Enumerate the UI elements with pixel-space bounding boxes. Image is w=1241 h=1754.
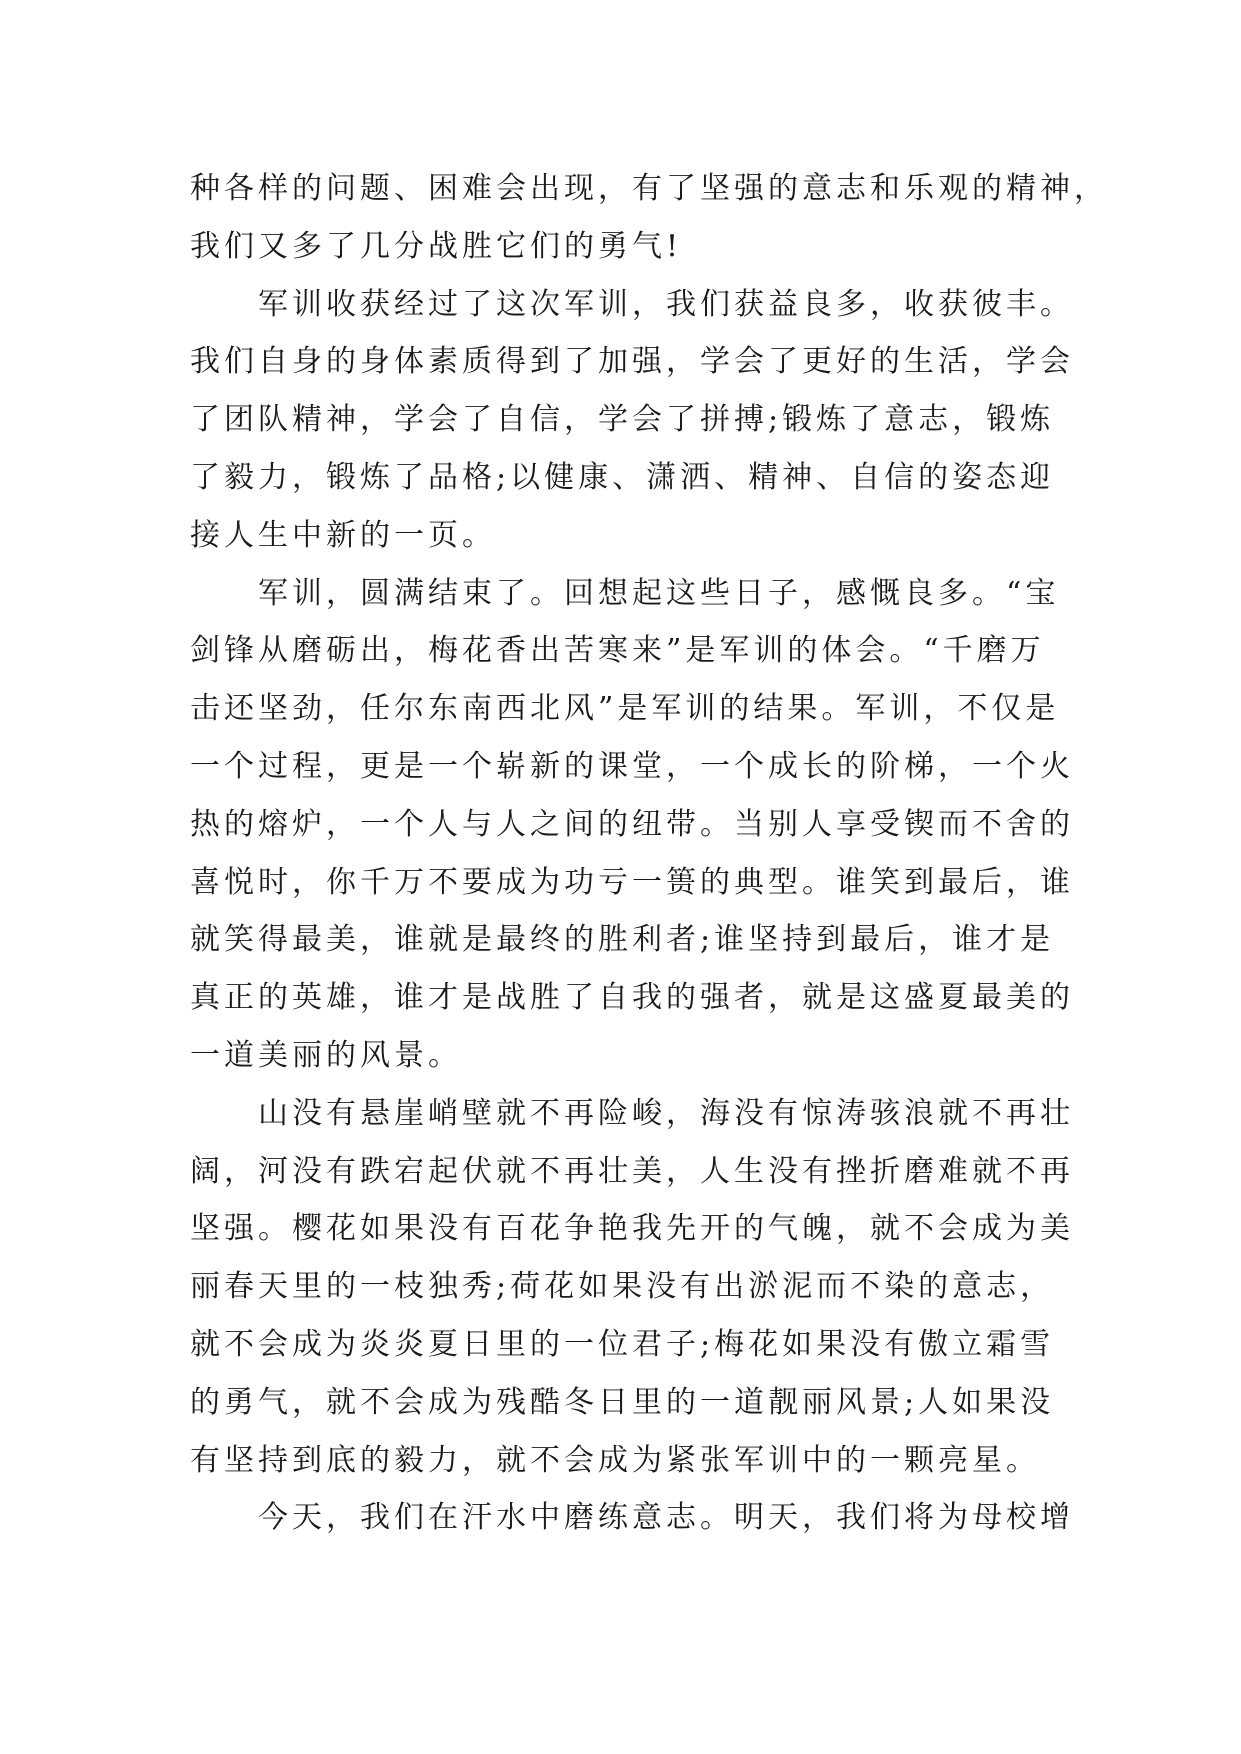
text-line: 一个过程，更是一个崭新的课堂，一个成长的阶梯，一个火 — [190, 748, 1074, 784]
text-line: 了团队精神，学会了自信，学会了拼搏;锻炼了意志，锻炼 — [190, 402, 1055, 438]
text-line: 有坚持到底的毅力，就不会成为紧张军训中的一颗亮星。 — [190, 1442, 1040, 1478]
text-line: 就笑得最美，谁就是最终的胜利者;谁坚持到最后，谁才是 — [190, 922, 1055, 958]
text-line: 的勇气，就不会成为残酷冬日里的一道靓丽风景;人如果没 — [190, 1384, 1055, 1420]
text-line: 喜悦时，你千万不要成为功亏一篑的典型。谁笑到最后，谁 — [190, 864, 1074, 900]
text-line: 军训，圆满结束了。回想起这些日子，感慨良多。“宝 — [258, 575, 1060, 611]
text-line: 真正的英雄，谁才是战胜了自我的强者，就是这盛夏最美的 — [190, 980, 1074, 1016]
text-line: 今天，我们在汗水中磨练意志。明天，我们将为母校增 — [258, 1500, 1074, 1536]
text-line: 军训收获经过了这次军训，我们获益良多，收获彼丰。 — [258, 286, 1074, 322]
text-line: 了毅力，锻炼了品格;以健康、潇洒、精神、自信的姿态迎 — [190, 459, 1055, 495]
text-line: 一道美丽的风景。 — [190, 1037, 462, 1073]
text-line: 我们自身的身体素质得到了加强，学会了更好的生活，学会 — [190, 344, 1074, 380]
text-line: 山没有悬崖峭壁就不再险峻，海没有惊涛骇浪就不再壮 — [258, 1095, 1074, 1131]
text-line: 我们又多了几分战胜它们的勇气! — [190, 228, 683, 264]
text-line: 就不会成为炎炎夏日里的一位君子;梅花如果没有傲立霜雪 — [190, 1326, 1055, 1362]
body-text — [190, 160, 1108, 1547]
text-line: 剑锋从磨砺出，梅花香出苦寒来”是军训的体会。“千磨万 — [190, 633, 1045, 669]
text-line: 热的熔炉，一个人与人之间的纽带。当别人享受锲而不舍的 — [190, 806, 1074, 842]
text-line: 击还坚劲，任尔东南西北风”是军训的结果。军训，不仅是 — [190, 691, 1060, 727]
text-line: 接人生中新的一页。 — [190, 517, 496, 553]
text-line: 种各样的问题、困难会出现，有了坚强的意志和乐观的精神， — [190, 171, 1108, 206]
text-line: 阔，河没有跌宕起伏就不再壮美，人生没有挫折磨难就不再 — [190, 1153, 1074, 1189]
text-line: 丽春天里的一枝独秀;荷花如果没有出淤泥而不染的意志， — [190, 1269, 1055, 1305]
text-line: 坚强。樱花如果没有百花争艳我先开的气魄，就不会成为美 — [190, 1211, 1074, 1247]
